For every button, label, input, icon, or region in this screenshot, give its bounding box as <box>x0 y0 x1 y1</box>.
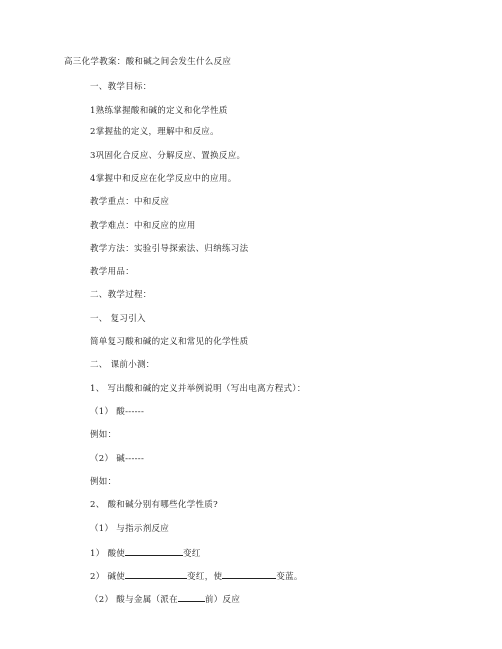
indicator-reaction-heading: （1） 与指示剂反应 <box>90 524 170 534</box>
subsection-review: 一、 复习引入 <box>90 314 146 324</box>
acid-indicator-fill-line <box>90 548 201 559</box>
objective-item-4: 4掌握中和反应在化学反应中的应用。 <box>90 174 237 184</box>
section-heading-objectives: 一、教学目标： <box>90 82 152 92</box>
base-indicator-prefix: 2） 碱使 <box>90 572 126 582</box>
quiz-base-definition: （2） 碱------ <box>90 454 145 464</box>
teaching-focus: 教学重点：中和反应 <box>90 197 170 207</box>
teaching-difficulty: 教学难点：中和反应的应用 <box>90 221 196 231</box>
base-indicator-suffix: 变蓝。 <box>276 572 303 582</box>
teaching-supplies: 教学用品： <box>90 267 135 277</box>
acid-metal-prefix: （2） 酸与金属（派在 <box>90 595 178 605</box>
document-title: 高三化学教案：酸和碱之间会发生什么反应 <box>64 57 232 67</box>
section-heading-process: 二、教学过程： <box>90 290 152 300</box>
base-indicator-fill-line <box>90 571 303 582</box>
objective-item-2: 2掌握盐的定义，理解中和反应。 <box>90 127 219 137</box>
objective-item-1: 1熟练掌握酸和碱的定义和化学性质 <box>90 106 228 116</box>
quiz-question-1: 1、 写出酸和碱的定义并举例说明（写出电离方程式）： <box>90 384 306 394</box>
base-indicator-middle: 变红，使 <box>187 572 223 582</box>
teaching-method: 教学方法：实验引导探索法、归纳练习法 <box>90 244 249 254</box>
acid-indicator-suffix: 变红 <box>183 549 201 559</box>
base-indicator-first-answer-blank[interactable] <box>125 571 187 579</box>
subsection-quiz: 二、 课前小测： <box>90 360 155 370</box>
acid-metal-suffix: 前）反应 <box>204 595 241 605</box>
acid-metal-fill-line <box>90 594 240 605</box>
quiz-question-2: 2、 酸和碱分别有哪些化学性质? <box>90 500 218 510</box>
quiz-acid-example: 例如： <box>90 430 117 440</box>
acid-indicator-answer-blank[interactable] <box>125 548 183 556</box>
quiz-base-example: 例如： <box>90 477 117 487</box>
acid-indicator-prefix: 1） 酸使 <box>90 549 126 559</box>
base-indicator-second-answer-blank[interactable] <box>222 571 276 579</box>
quiz-acid-definition: （1） 酸------ <box>90 407 145 417</box>
review-description: 简单复习酸和碱的定义和常见的化学性质 <box>90 337 249 347</box>
objective-item-3: 3巩固化合反应、分解反应、置换反应。 <box>90 151 246 161</box>
acid-metal-answer-blank[interactable] <box>178 594 205 602</box>
